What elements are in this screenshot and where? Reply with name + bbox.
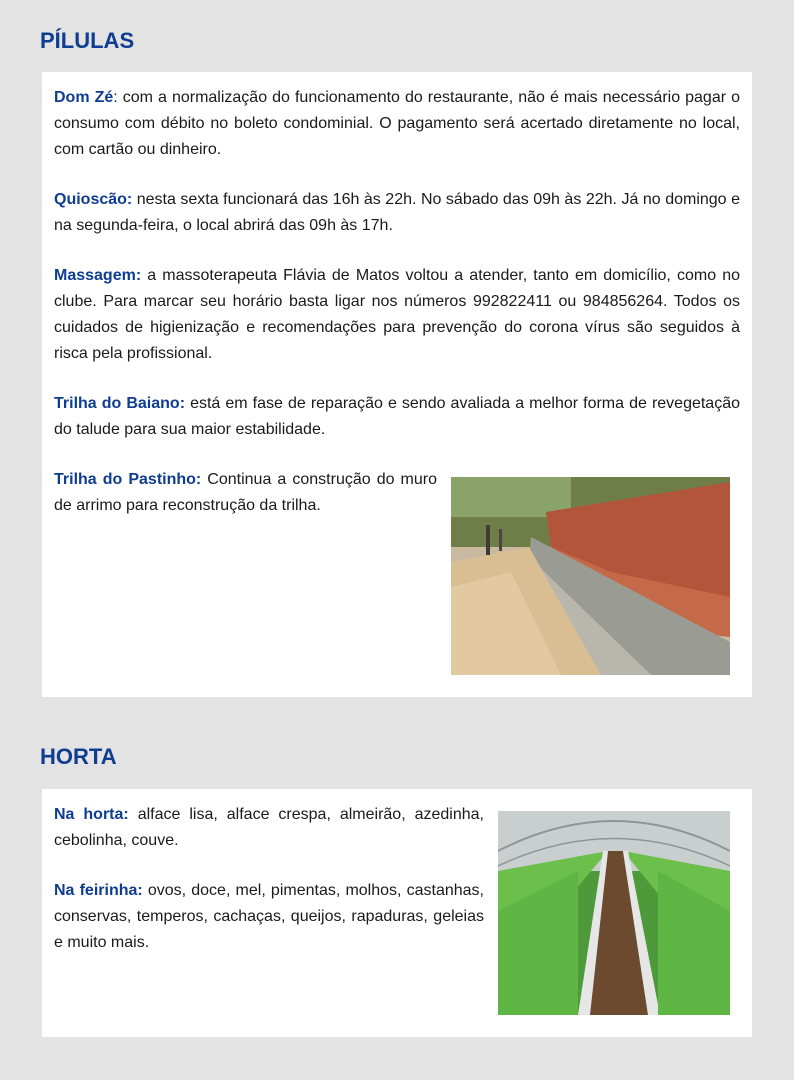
section-title-pilulas: PÍLULAS [40,28,135,53]
item-label: Na feirinha: [54,882,143,899]
item-label: Massagem: [54,267,142,284]
item-text: nesta sexta funcionará das 16h às 22h. No sábado das 09h às 22h. Já no domingo e na segunda-feira, o local abrirá das 09h às 17h. [54,191,740,234]
section-title-horta: HORTA [40,744,117,769]
item-label: Trilha do Pastinho: [54,471,202,488]
item-label: Dom Zé [54,89,114,106]
item-label: Na horta: [54,806,129,823]
horta-card [42,789,752,1037]
item-trilha-pastinho [54,467,437,519]
item-text: : com a normalização do funcionamento do restaurante, não é mais necessário pagar o consumo com débito no boleto condominial. O pagamento será acertado diretamente no local, com cartão ou dinheiro. [54,89,740,158]
greenhouse-photo [498,811,730,1015]
item-text: ovos, doce, mel, pimentas, molhos, castanhas, conservas, temperos, cachaças, queijos, rapaduras, geleias e muito mais. [54,882,484,951]
item-quioscao [54,187,740,239]
item-na-horta [54,802,484,854]
item-trilha-baiano [54,391,740,443]
item-text: alface lisa, alface crespa, almeirão, azedinha, cebolinha, couve. [54,806,484,849]
pilulas-card [42,72,752,697]
item-massagem [54,263,740,367]
item-text: está em fase de reparação e sendo avaliada a melhor forma de revegetação do talude para sua maior estabilidade. [54,395,741,438]
trail-wall-photo [451,477,730,675]
item-label: Trilha do Baiano: [54,395,186,412]
item-text: Continua a construção do muro de arrimo para reconstrução da trilha. [54,471,438,514]
item-text: a massoterapeuta Flávia de Matos voltou a atender, tanto em domicílio, como no clube. Para marcar seu horário basta ligar nos números 992822411 ou 984856264. Todos os cuidados de higienização e recomendações para prevenção do corona vírus são seguidos à risca pela profissional. [54,267,740,362]
item-label: Quioscão: [54,191,133,208]
item-dom-ze [54,85,740,163]
item-na-feirinha [54,878,484,956]
